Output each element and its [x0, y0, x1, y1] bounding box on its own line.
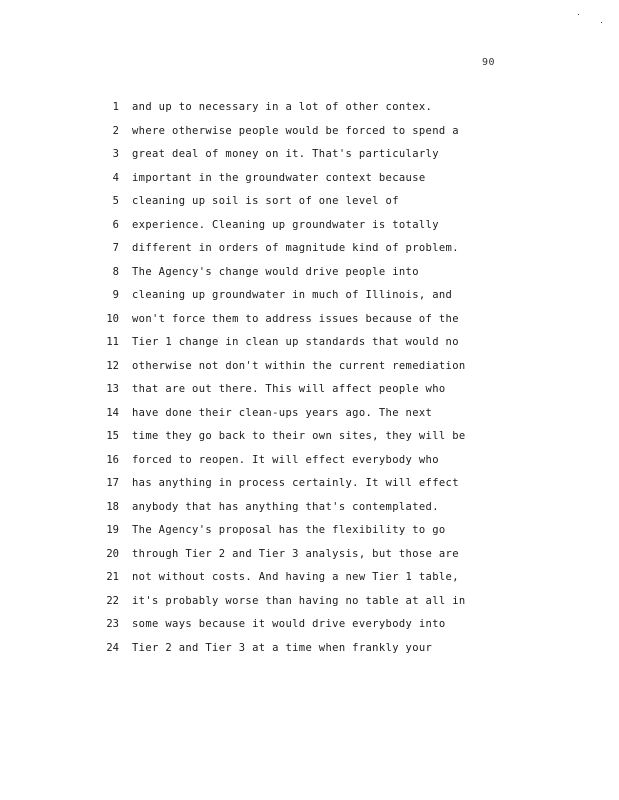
line-text: Tier 1 change in clean up standards that would no [132, 336, 459, 348]
line-number: 24 [106, 641, 119, 654]
transcript-line [0, 500, 619, 524]
transcript-line [0, 218, 619, 242]
transcript-line [0, 124, 619, 148]
line-text: has anything in process certainly. It will effect [132, 477, 459, 489]
line-number: 17 [106, 477, 119, 489]
line-number: 12 [106, 359, 119, 372]
line-text: forced to reopen. It will effect everybody who [132, 453, 439, 466]
transcript-line [0, 429, 619, 453]
line-text: anybody that has anything that's contemplated. [132, 500, 439, 513]
line-text: and up to necessary in a lot of other contex. [132, 101, 433, 113]
line-number: 5 [112, 195, 119, 207]
line-text: The Agency's change would drive people into [132, 265, 419, 278]
line-text: otherwise not don't within the current remediation [132, 359, 466, 372]
transcript-line [0, 241, 619, 265]
line-number: 1 [112, 101, 119, 113]
line-text: The Agency's proposal has the flexibility to go [132, 524, 446, 536]
scan-speck [601, 22, 602, 23]
line-text: it's probably worse than having no table at all in [132, 594, 466, 607]
line-number: 2 [112, 124, 119, 137]
line-text: won't force them to address issues because of the [132, 312, 459, 325]
line-number: 11 [106, 336, 119, 348]
line-number: 16 [106, 453, 119, 466]
transcript-line [0, 570, 619, 594]
transcript-line [0, 265, 619, 289]
line-text: cleaning up groundwater in much of Illinois, and [132, 289, 453, 301]
line-number: 9 [112, 289, 119, 301]
transcript-line [0, 100, 619, 124]
transcript-body [0, 100, 619, 664]
transcript-line [0, 523, 619, 547]
transcript-line [0, 453, 619, 477]
transcript-line [0, 312, 619, 336]
transcript-line [0, 288, 619, 312]
line-number: 15 [106, 430, 119, 442]
line-text: important in the groundwater context because [132, 171, 426, 184]
transcript-line [0, 641, 619, 665]
transcript-line [0, 594, 619, 618]
page-number: 90 [482, 57, 496, 68]
line-text: through Tier 2 and Tier 3 analysis, but those are [132, 547, 459, 560]
line-number: 21 [106, 571, 119, 583]
line-number: 4 [112, 171, 119, 184]
line-text: experience. Cleaning up groundwater is totally [132, 218, 439, 231]
transcript-line [0, 147, 619, 171]
line-text: have done their clean-ups years ago. The next [132, 406, 433, 419]
transcript-line [0, 382, 619, 406]
line-number: 19 [106, 524, 119, 536]
line-text: not without costs. And having a new Tier 1 table, [132, 571, 459, 583]
line-number: 3 [112, 148, 119, 160]
line-number: 18 [106, 500, 119, 513]
line-number: 23 [106, 618, 119, 630]
line-text: time they go back to their own sites, they will be [132, 430, 466, 442]
transcript-line [0, 617, 619, 641]
line-text: some ways because it would drive everybody into [132, 618, 446, 630]
transcript-line [0, 335, 619, 359]
line-number: 22 [106, 594, 119, 607]
line-text: cleaning up soil is sort of one level of [132, 195, 399, 207]
line-text: great deal of money on it. That's particularly [132, 148, 439, 160]
line-number: 20 [106, 547, 119, 560]
line-text: that are out there. This will affect people who [132, 383, 446, 395]
transcript-line [0, 547, 619, 571]
transcript-line [0, 406, 619, 430]
line-number: 8 [112, 265, 119, 278]
transcript-line [0, 194, 619, 218]
line-number: 14 [106, 406, 119, 419]
line-text: Tier 2 and Tier 3 at a time when frankly your [132, 641, 433, 654]
scan-speck [578, 14, 579, 15]
line-number: 10 [106, 312, 119, 325]
line-text: where otherwise people would be forced to spend a [132, 124, 459, 137]
line-text: different in orders of magnitude kind of problem. [132, 242, 459, 254]
line-number: 7 [112, 242, 119, 254]
transcript-line [0, 359, 619, 383]
transcript-line [0, 171, 619, 195]
line-number: 6 [112, 218, 119, 231]
line-number: 13 [106, 383, 119, 395]
transcript-line [0, 476, 619, 500]
